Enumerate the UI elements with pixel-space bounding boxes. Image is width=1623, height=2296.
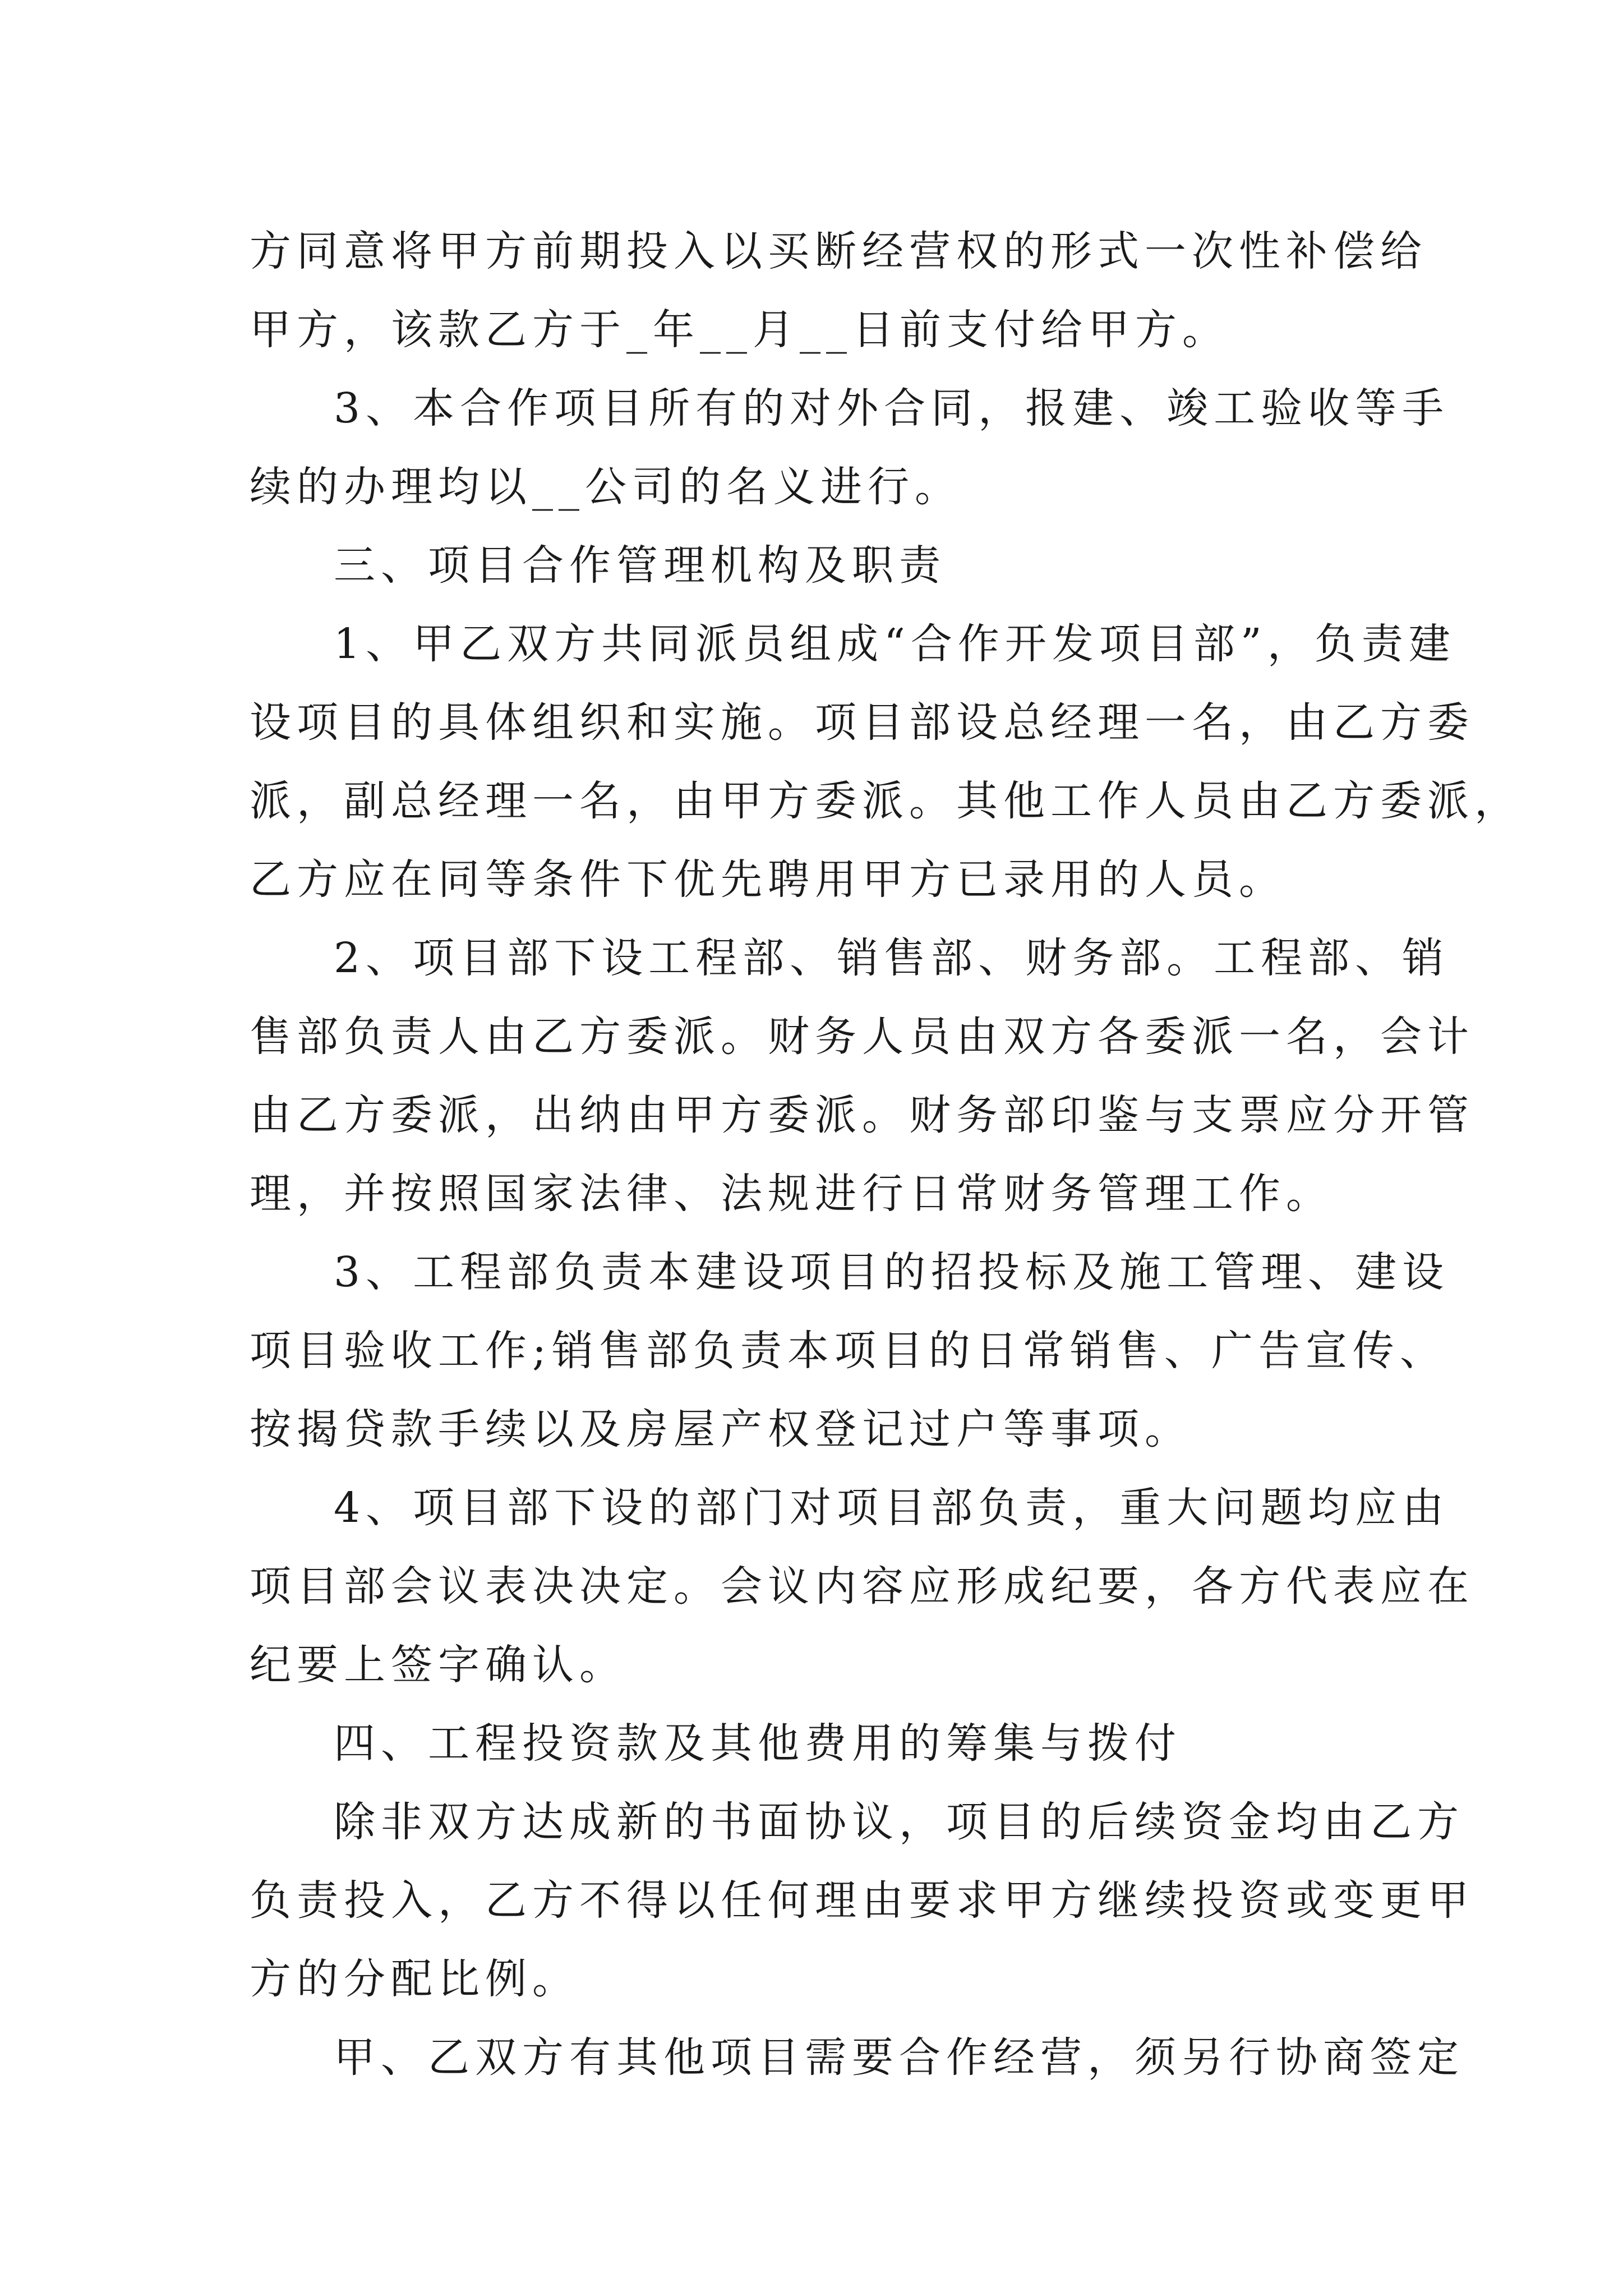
paragraph-clause-3-engineering (250, 1233, 1450, 1469)
text-line: 甲、乙双方有其他项目需要合作经营，须另行协商签定 (334, 2033, 1464, 2082)
text-line: 1、甲乙双方共同派员组成“合作开发项目部”，负责建 (334, 620, 1456, 668)
text-line: 负责投入，乙方不得以任何理由要求甲方继续投资或变更甲 (250, 1876, 1474, 1925)
text-line: 售部负责人由乙方委派。财务人员由双方各委派一名，会计 (250, 1013, 1474, 1061)
text-line: 续的办理均以__公司的名义进行。 (250, 463, 962, 511)
text-line: 项目部会议表决决定。会议内容应形成纪要，各方代表应在 (250, 1562, 1474, 1611)
text-line: 方同意将甲方前期投入以买断经营权的形式一次性补偿给 (250, 227, 1427, 275)
heading-text: 四、工程投资款及其他费用的筹集与拨付 (334, 1719, 1182, 1768)
text-line: 派，副总经理一名，由甲方委派。其他工作人员由乙方委派， (250, 777, 1521, 825)
text-line: 由乙方委派，出纳由甲方委派。财务部印鉴与支票应分开管 (250, 1091, 1474, 1139)
text-line: 3、工程部负责本建设项目的招投标及施工管理、建设 (334, 1248, 1450, 1296)
section-heading-4 (250, 1704, 1394, 1783)
section-heading-3 (250, 526, 1394, 605)
text-line: 除非双方达成新的书面协议，项目的后续资金均由乙方 (334, 1798, 1464, 1846)
text-line: 项目验收工作;销售部负责本项目的日常销售、广告宣传、 (250, 1327, 1447, 1375)
text-line: 4、项目部下设的部门对项目部负责，重大问题均应由 (334, 1484, 1450, 1532)
text-line: 方的分配比例。 (250, 1955, 579, 2003)
paragraph-other-projects (250, 2018, 1464, 2097)
text-line: 理，并按照国家法律、法规进行日常财务管理工作。 (250, 1170, 1333, 1218)
paragraph-funding (250, 1783, 1474, 2018)
paragraph-clause-2-departments (250, 919, 1474, 1233)
paragraph-clause-3-contracts (250, 369, 1450, 526)
text-line: 设项目的具体组织和实施。项目部设总经理一名，由乙方委 (250, 698, 1474, 747)
paragraph-clause-1-project-dept (250, 605, 1521, 919)
paragraph-compensation (250, 212, 1427, 369)
text-line: 甲方，该款乙方于_年__月__日前支付给甲方。 (250, 306, 1229, 354)
text-line: 纪要上签字确认。 (250, 1641, 626, 1689)
text-line: 乙方应在同等条件下优先聘用甲方已录用的人员。 (250, 855, 1286, 904)
paragraph-clause-4-meetings (250, 1469, 1474, 1704)
text-line: 2、项目部下设工程部、销售部、财务部。工程部、销 (334, 934, 1450, 982)
document-body (250, 212, 1521, 2097)
text-line: 按揭贷款手续以及房屋产权登记过户等事项。 (250, 1405, 1192, 1453)
text-line: 3、本合作项目所有的对外合同，报建、竣工验收等手 (334, 384, 1450, 432)
heading-text: 三、项目合作管理机构及职责 (334, 541, 946, 590)
